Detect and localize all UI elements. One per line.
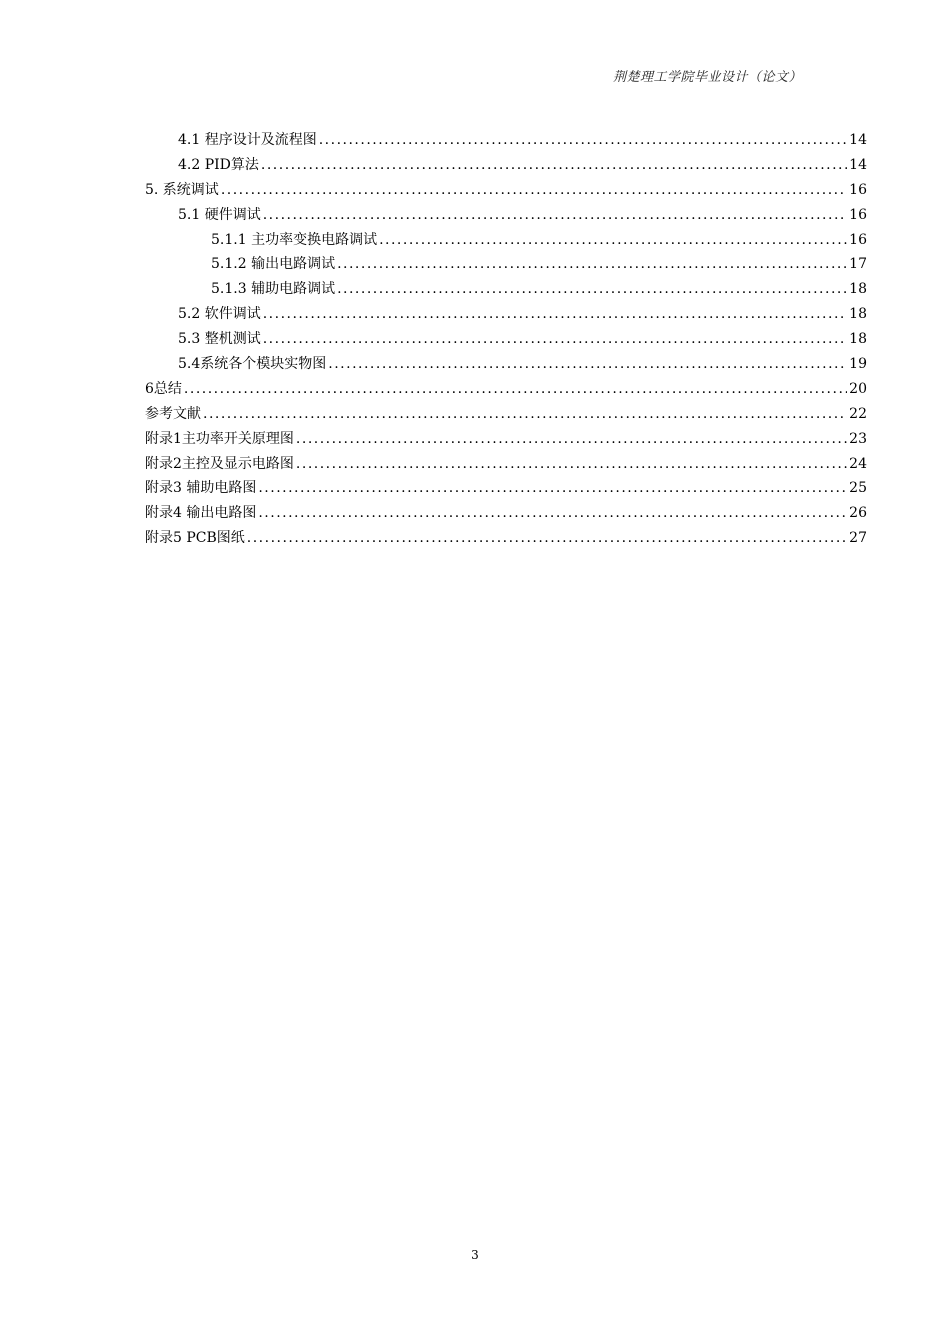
toc-entry-page: 16 — [849, 206, 867, 223]
toc-entry-page: 16 — [849, 231, 867, 248]
toc-entry[interactable] — [145, 302, 867, 327]
toc-dot-leader — [296, 452, 847, 477]
toc-dot-leader — [379, 228, 847, 253]
toc-entry[interactable] — [145, 277, 867, 302]
toc-entry[interactable] — [145, 128, 867, 153]
toc-dot-leader — [247, 526, 847, 551]
toc-entry-page: 22 — [849, 405, 867, 422]
toc-entry-title: 6总结 — [145, 380, 182, 397]
toc-dot-leader — [319, 128, 847, 153]
toc-entry-title: 5.1.2 输出电路调试 — [211, 256, 336, 273]
toc-entry-page: 19 — [849, 356, 867, 373]
toc-entry[interactable] — [145, 252, 867, 277]
toc-dot-leader — [203, 402, 847, 427]
toc-dot-leader — [263, 327, 847, 352]
toc-entry-title: 附录4 输出电路图 — [145, 505, 257, 522]
toc-dot-leader — [258, 476, 847, 501]
toc-entry[interactable] — [145, 452, 867, 477]
toc-entry-title: 附录3 辅助电路图 — [145, 480, 257, 497]
toc-dot-leader — [184, 377, 847, 402]
toc-dot-leader — [296, 427, 847, 452]
toc-entry-title: 附录5 PCB图纸 — [145, 530, 245, 547]
toc-entry[interactable] — [145, 153, 867, 178]
toc-entry-title: 5. 系统调试 — [145, 181, 219, 198]
toc-entry-title: 附录2主控及显示电路图 — [145, 455, 294, 472]
toc-entry[interactable] — [145, 203, 867, 228]
table-of-contents — [145, 128, 867, 551]
toc-entry-title: 5.1.3 辅助电路调试 — [211, 281, 336, 298]
toc-entry[interactable] — [145, 526, 867, 551]
toc-entry-page: 18 — [849, 281, 867, 298]
toc-entry-title: 5.3 整机测试 — [178, 331, 261, 348]
toc-entry-page: 18 — [849, 306, 867, 323]
toc-dot-leader — [337, 252, 847, 277]
toc-dot-leader — [263, 302, 847, 327]
toc-entry[interactable] — [145, 402, 867, 427]
toc-entry-page: 14 — [849, 132, 867, 148]
toc-entry-page: 20 — [849, 380, 867, 397]
toc-entry[interactable] — [145, 352, 867, 377]
toc-dot-leader — [258, 501, 847, 526]
toc-entry-title: 5.2 软件调试 — [178, 306, 261, 323]
toc-entry-title: 4.2 PID算法 — [178, 156, 259, 173]
page-number: 3 — [471, 1248, 479, 1262]
toc-entry-page: 26 — [849, 505, 867, 522]
toc-entry-title: 5.4系统各个模块实物图 — [178, 356, 327, 373]
toc-entry-page: 24 — [849, 455, 867, 472]
toc-entry-page: 17 — [849, 256, 867, 273]
toc-entry-page: 14 — [849, 156, 867, 173]
toc-entry-title: 4.1 程序设计及流程图 — [178, 132, 317, 148]
toc-entry-page: 23 — [849, 430, 867, 447]
toc-entry-page: 25 — [849, 480, 867, 497]
toc-entry[interactable] — [145, 178, 867, 203]
toc-dot-leader — [328, 352, 847, 377]
toc-entry-title: 5.1.1 主功率变换电路调试 — [211, 231, 378, 248]
toc-entry[interactable] — [145, 476, 867, 501]
toc-entry-title: 附录1主功率开关原理图 — [145, 430, 294, 447]
toc-dot-leader — [261, 153, 847, 178]
toc-dot-leader — [337, 277, 847, 302]
toc-dot-leader — [263, 203, 847, 228]
toc-entry[interactable] — [145, 377, 867, 402]
toc-entry-page: 27 — [849, 530, 867, 547]
toc-entry[interactable] — [145, 427, 867, 452]
toc-entry[interactable] — [145, 327, 867, 352]
toc-entry[interactable] — [145, 228, 867, 253]
toc-entry-title: 参考文献 — [145, 405, 201, 422]
toc-entry-title: 5.1 硬件调试 — [178, 206, 261, 223]
page-header: 荆楚理工学院毕业设计（论文） — [612, 70, 802, 85]
toc-entry[interactable] — [145, 501, 867, 526]
toc-entry-page: 18 — [849, 331, 867, 348]
toc-dot-leader — [221, 178, 847, 203]
toc-entry-page: 16 — [849, 181, 867, 198]
